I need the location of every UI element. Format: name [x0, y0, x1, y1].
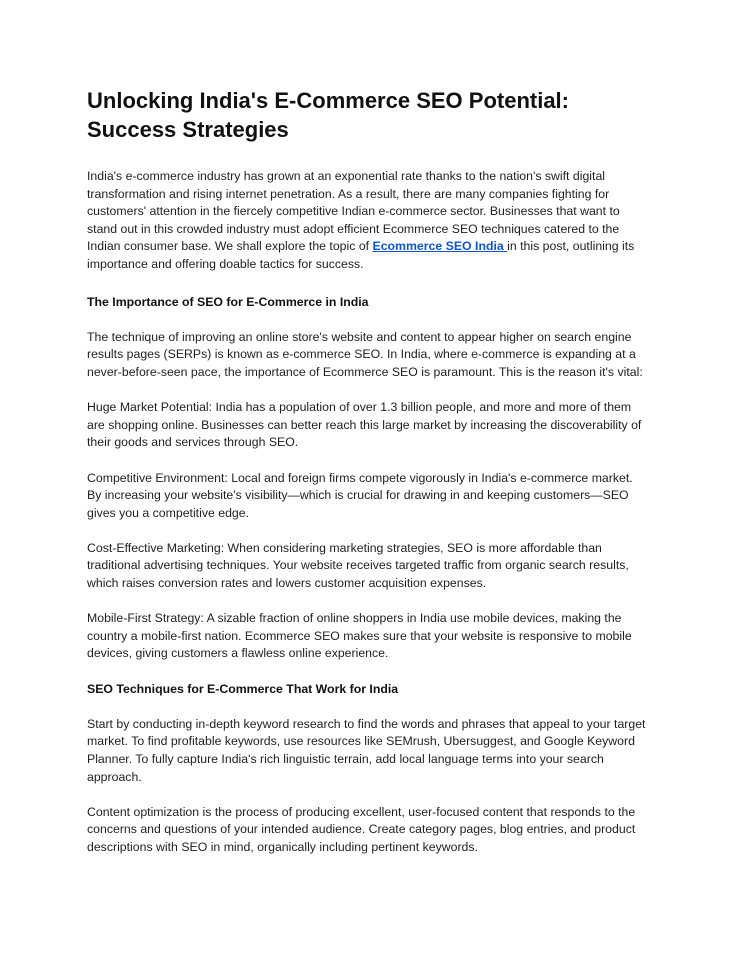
paragraph-content-optimization: Content optimization is the process of producing excellent, user-focused content that responds to the concerns and questions of your intended audience. Create category pages, blog entries, and product descriptions with SEO in mind, organically including pertinent keywords. [87, 804, 636, 854]
page-title: Unlocking India's E-Commerce SEO Potential: Success Strategies [87, 88, 569, 142]
document-body [87, 86, 647, 857]
section-heading-importance: The Importance of SEO for E-Commerce in India [87, 294, 369, 309]
point-mobile-first-strategy: Mobile-First Strategy: A sizable fraction of online shoppers in India use mobile devices, making the country a mobile-first nation. Ecommerce SEO makes sure that your website is responsive to mobile devices, giving customers a flawless online experience. [87, 611, 632, 661]
intro-text-before-link: India's e-commerce industry has grown at an exponential rate thanks to the nation's swift digital transformation and rising internet penetration. As a result, there are many companies fighting for customers' attention in the fiercely competitive Indian e-commerce sector. Businesses that want to stand out in this crowded industry must adopt efficient Ecommerce SEO techniques catered to the Indian consumer base. We shall explore the topic of [87, 169, 620, 254]
section-heading-techniques: SEO Techniques for E-Commerce That Work for India [87, 681, 399, 696]
point-cost-effective-marketing: Cost-Effective Marketing: When considering marketing strategies, SEO is more affordable than traditional advertising techniques. Your website receives targeted traffic from organic search results, which raises conversion rates and lowers customer acquisition expenses. [87, 540, 629, 591]
paragraph-keyword-research: Start by conducting in-depth keyword research to find the words and phrases that appeal to your target market. To find profitable keywords, use resources like SEMrush, Ubersuggest, and Google Keyword Planner. To fully capture India's rich linguistic terrain, add local language terms into your search approach. [87, 716, 646, 784]
intro-text-after-link: in this post, outlining its importance and offering doable tactics for success. [87, 239, 635, 271]
intro-paragraph [87, 168, 647, 274]
section-importance-intro: The technique of improving an online store's website and content to appear higher on search engine results pages (SERPs) is known as e-commerce SEO. In India, where e-commerce is expanding at a never-before-seen pace, the importance of Ecommerce SEO is paramount. This is the reason it's vital: [87, 329, 643, 379]
point-market-potential: Huge Market Potential: India has a population of over 1.3 billion people, and more and more of them are shopping online. Businesses can better reach this large market by increasing the discoverability of their goods and services through SEO. [87, 400, 642, 450]
ecommerce-seo-india-link[interactable]: Ecommerce SEO India [372, 239, 508, 254]
point-competitive-environment: Competitive Environment: Local and foreign firms compete vigorously in India's e-commerce market. By increasing your website's visibility—which is crucial for drawing in and keeping customers—SEO gives you a competitive edge. [87, 470, 633, 520]
